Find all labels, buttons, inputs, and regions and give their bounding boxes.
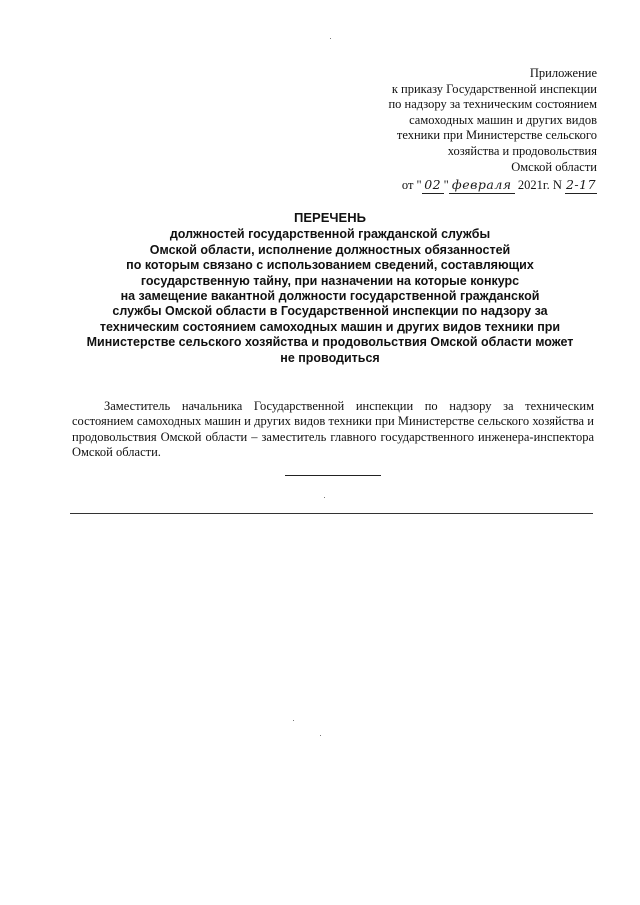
document-title	[70, 210, 590, 366]
title-line-5: на замещение вакантной должности государственной гражданской	[120, 289, 540, 304]
appendix-line-4: самоходных машин и других видов	[409, 112, 597, 127]
date-quote: "	[443, 178, 449, 193]
long-divider	[70, 513, 593, 514]
date-year: 2021г. N	[517, 178, 562, 193]
scan-speck	[320, 735, 321, 736]
title-line-9: не проводиться	[280, 350, 380, 365]
handwritten-order-number: 2-17	[565, 177, 597, 193]
handwritten-day: 02	[422, 177, 444, 194]
appendix-block	[327, 66, 597, 194]
order-date-line	[327, 177, 597, 194]
title-line-1: должностей государственной гражданской службы	[169, 227, 491, 242]
body-paragraph: Заместитель начальника Государственной инспекции по надзору за техническим состоянием самоходных машин и других видов техники при Министерстве сельского хозяйства и продовольствия Омской области – заместитель главного государственного инженера-инспектора Омской области.	[72, 398, 594, 459]
title-line-7: техническим состоянием самоходных машин и других видов техники при	[99, 319, 561, 334]
scan-speck	[293, 720, 294, 721]
date-prefix: от "	[401, 178, 422, 193]
title-line-8: Министерстве сельского хозяйства и продовольствия Омской области может	[86, 335, 574, 350]
handwritten-month: февраля	[449, 177, 515, 194]
short-divider	[285, 475, 381, 476]
appendix-line-1: Приложение	[529, 66, 597, 80]
title-line-4: государственную тайну, при назначении на которые конкурс	[140, 273, 520, 288]
title-line-6: службы Омской области в Государственной инспекции по надзору за	[112, 304, 548, 319]
title-heading: ПЕРЕЧЕНЬ	[294, 210, 366, 225]
appendix-line-7: Омской области	[511, 159, 597, 174]
appendix-line-2: к приказу Государственной инспекции	[391, 81, 597, 96]
title-line-3: по которым связано с использованием сведений, составляющих	[126, 258, 534, 273]
scan-speck	[324, 497, 325, 498]
scan-speck	[330, 38, 331, 39]
appendix-line-5: техники при Министерстве сельского	[396, 128, 597, 143]
appendix-line-3: по надзору за техническим состоянием	[388, 97, 597, 112]
title-line-2: Омской области, исполнение должностных обязанностей	[149, 242, 511, 257]
appendix-line-6: хозяйства и продовольствия	[447, 143, 597, 158]
